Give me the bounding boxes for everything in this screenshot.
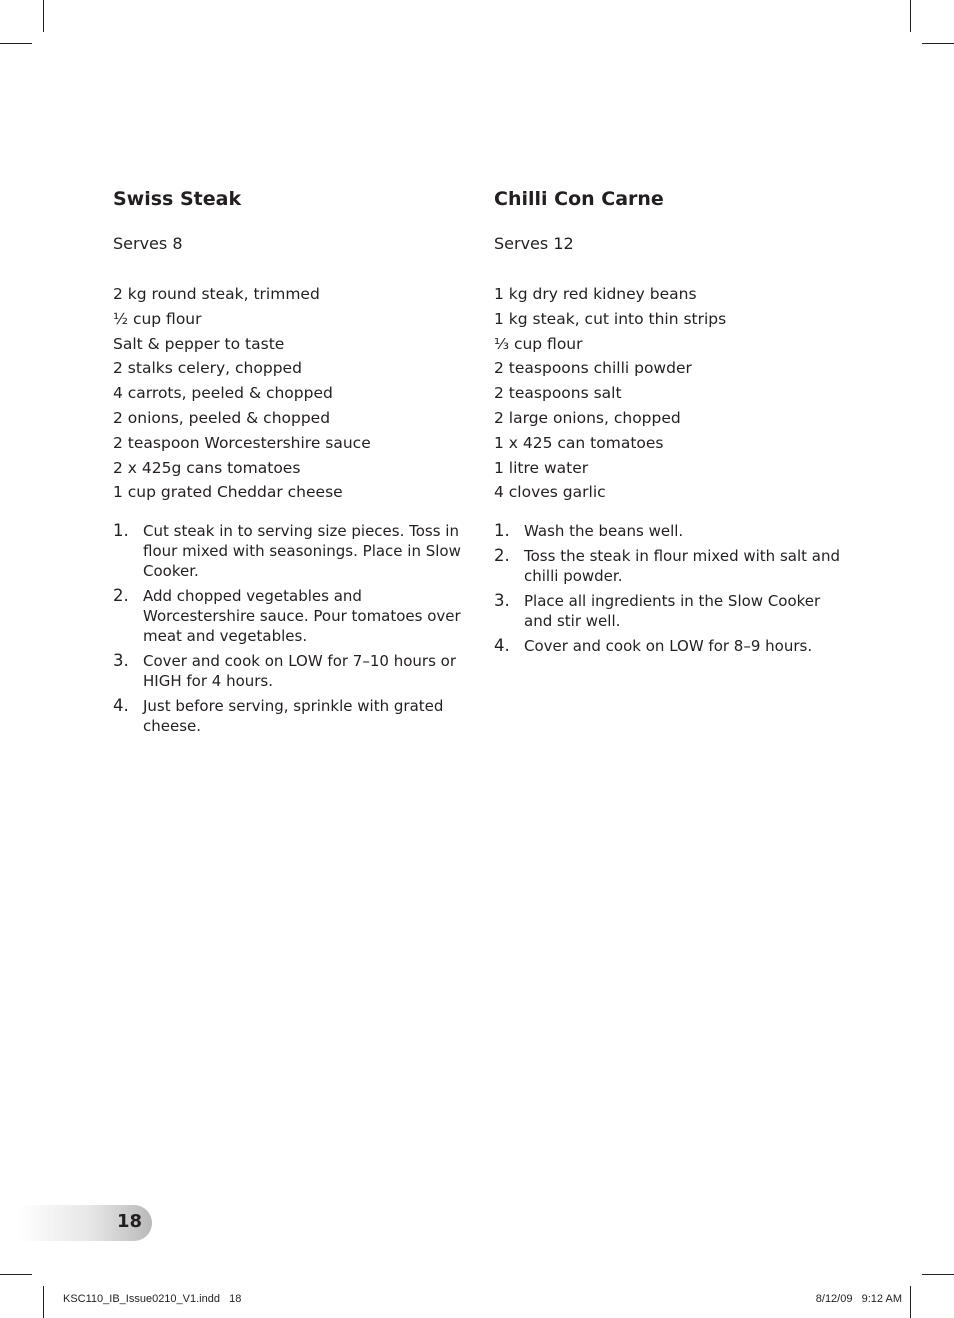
ingredient-item: 1 cup grated Cheddar cheese: [113, 483, 343, 502]
method-step: [113, 696, 463, 736]
method-step: [113, 586, 463, 646]
crop-mark: [43, 0, 44, 32]
recipe-title: Swiss Steak: [113, 188, 242, 210]
crop-mark: [0, 43, 32, 44]
step-number: 3.: [113, 651, 129, 671]
method-step: [494, 591, 844, 631]
ingredient-item: 1 kg steak, cut into thin strips: [494, 309, 727, 328]
ingredient-item: Salt & pepper to taste: [113, 334, 285, 353]
step-number: 4.: [113, 696, 129, 716]
ingredient-item: 4 cloves garlic: [494, 483, 606, 502]
ingredient-item: 1 kg dry red kidney beans: [494, 285, 697, 303]
page-number: 18: [116, 1211, 142, 1232]
ingredient-item: 2 kg round steak, trimmed: [113, 285, 320, 303]
footer-datetime: 8/12/09 9:12 AM: [815, 1293, 902, 1305]
step-text: Wash the beans well.: [524, 522, 684, 541]
step-text: Place all ingredients in the Slow Cooker and stir well.: [524, 592, 821, 631]
ingredient-item: 2 teaspoon Worcestershire sauce: [113, 433, 371, 452]
recipe-serves: Serves 8: [113, 234, 183, 253]
crop-mark: [0, 1274, 32, 1275]
crop-mark: [922, 43, 954, 44]
ingredient-item: 1 x 425 can tomatoes: [494, 433, 664, 452]
step-text: Cover and cook on LOW for 7–10 hours or HIGH for 4 hours.: [143, 652, 456, 691]
crop-mark: [910, 0, 911, 32]
crop-mark: [922, 1274, 954, 1275]
method-step: [494, 521, 844, 541]
ingredient-item: 2 onions, peeled & chopped: [113, 408, 331, 427]
method-step: [113, 651, 463, 691]
step-number: 2.: [494, 546, 510, 566]
ingredient-item: ½ cup flour: [113, 309, 202, 328]
crop-mark: [43, 1286, 44, 1318]
method-steps: [494, 521, 844, 656]
step-text: Just before serving, sprinkle with grated cheese.: [143, 697, 444, 736]
footer-file-name: KSC110_IB_Issue0210_V1.indd 18: [63, 1293, 242, 1305]
step-text: Toss the steak in flour mixed with salt and chilli powder.: [524, 547, 841, 586]
crop-mark: [910, 1286, 911, 1318]
ingredient-list: [113, 282, 463, 505]
ingredient-list: [494, 282, 844, 505]
ingredient-item: ⅓ cup flour: [494, 334, 583, 353]
step-text: Cover and cook on LOW for 8–9 hours.: [524, 637, 813, 656]
ingredient-item: 1 litre water: [494, 458, 589, 477]
step-number: 2.: [113, 586, 129, 606]
step-number: 1.: [113, 521, 129, 541]
method-step: [494, 636, 844, 656]
ingredient-item: 2 teaspoons salt: [494, 384, 622, 403]
step-number: 4.: [494, 636, 510, 656]
ingredient-item: 2 stalks celery, chopped: [113, 359, 302, 378]
step-number: 1.: [494, 521, 510, 541]
recipe-serves: Serves 12: [494, 234, 574, 253]
method-step: [494, 546, 844, 586]
ingredient-item: 2 teaspoons chilli powder: [494, 359, 692, 378]
method-step: [113, 521, 463, 581]
method-steps: [113, 521, 463, 736]
ingredient-item: 2 x 425g cans tomatoes: [113, 458, 301, 477]
recipe-chilli-con-carne: [494, 186, 844, 672]
step-text: Add chopped vegetables and Worcestershire sauce. Pour tomatoes over meat and vegetables.: [143, 587, 461, 646]
recipe-swiss-steak: [113, 186, 463, 752]
page-number-tab: [18, 1205, 152, 1241]
step-number: 3.: [494, 591, 510, 611]
step-text: Cut steak in to serving size pieces. Toss in flour mixed with seasonings. Place in Slow Cooker.: [143, 522, 461, 581]
ingredient-item: 4 carrots, peeled & chopped: [113, 384, 333, 403]
recipe-title: Chilli Con Carne: [494, 188, 664, 210]
ingredient-item: 2 large onions, chopped: [494, 408, 681, 427]
